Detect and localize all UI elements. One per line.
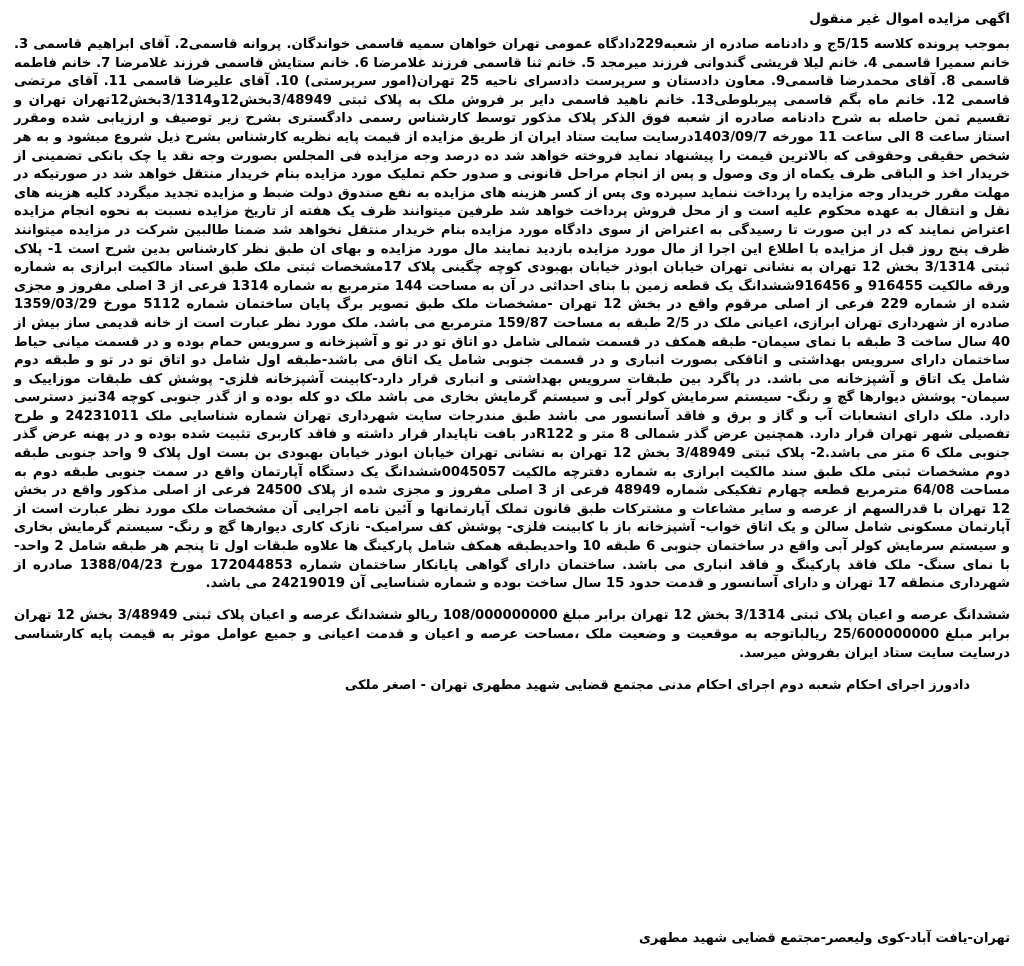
valuation-paragraph: ششدانگ عرصه و اعیان پلاک ثبتی 3/1314 بخش 12 تهران برابر مبلغ 108/000000000 ریالو ششدانگ عرصه و اعیان پلاک ثبتی 3/48949 بخش 12 تهران برابر مبلغ 25/600000000 ریالباتوجه به موقعیت و وضعیت ملک ،مساحت عرصه و اعیان و قدمت اعیانی و جمیع عوامل موثر به قیمت پایه کارشناسی درسایت سایت ستاد ایران بفروش میرسد. xyxy=(14,607,1011,661)
notice-title: اگهی مزایده اموال غیر منقول xyxy=(809,11,1010,27)
court-address: تهران-یافت آباد-کوی ولیعصر-مجتمع قضایی شهید مطهری xyxy=(638,931,1010,946)
notice-body: بموجب پرونده کلاسه 5/15ج و دادنامه صادره از شعبه229دادگاه عمومی تهران خواهان سمیه قاسمی خواندگان. پروانه قاسمی2. آقای ابراهیم قاسمی 3. خانم سمیرا قاسمی 4. خانم لیلا قریشی گندوانی فرزند میرمجد 5. خانم ثنا قاسمی فرزند غلامرضا 6. خانم ستایش قاسمی فرزند غلامرضا 7. خانم فاطمه قاسمی 8. آقای محمدرضا قاسمی9. معاون دادستان و سرپرست دادسرای ناحیه 25 تهران(امور سرپرستی) 10. آقای علیرضا قاسمی 11. آقای مرتضی قاسمی 12. خانم ماه بگم قاسمی پیربلوطی13. خانم ناهید قاسمی دایر بر فروش ملک به پلاک ثبتی 3/48949بخش12و3/1314بخش12تهران تهران و تقسیم ثمن حاصله به شرح دادنامه صادره از شعبه فوق الذکر پلاک مذکور توسط کارشناس رسمی دادگستری بشرح زیر توصیف و ارزیابی شده ومقرر استاز ساعت 8 الی ساعت 11 مورخه 1403/09/7درسایت سایت ستاد ایران از طریق مزایده از قیمت پایه نظریه کارشناس بشرح ذیل شروع میشود و به هر شخص حقیقی وحقوقی که بالاترین قیمت را پیشنهاد نماید فروخته خواهد شد ده درصد وجه مزایده فی المجلس بصورت وجه نقد یا چک بانکی تضمینی از خریدار اخذ و الباقی ظرف یکماه از وی وصول و پس از انجام مراحل قانونی و صدور حکم تملیک مورد مزایده بنام خریدار منتقل خواهد شد در صورتیکه در مهلت مقرر خریدار وجه مزایده را پرداخت ننماید سپرده وی پس از کسر هزینه های مزایده به نفع صندوق دولت ضبط و مزایده تجدید میگردد کلیه هزینه های نقل و انتقال به عهده محکوم علیه است و از محل فروش پرداخت خواهد شد طرفین میتوانند ظرف یک هفته از تاریخ مزایده نسبت به نحوه انجام مزایده اعتراض نمایند که در این صورت تا رسیدگی به اعتراض از سوی دادگاه مورد مزایده بنام خریدار منتقل نخواهد شد ضمنا طالبین شرکت در مزایده میتوانند ظرف پنج روز قبل از مزایده با اطلاع این اجرا از مال مورد مزایده بازدید نمایند مال مورد مزایده و بهای ان طبق نظر کارشناس بدین شرح است 1- پلاک ثبتی 3/1314 بخش 12 تهران به نشانی تهران خیابان ابوذر خیابان بهبودی کوچه چگینی پلاک 17مشخصات ثبتی ملک طبق اسناد مالکیت ابرازی به شماره ورقه مالکیت 916455 و 916456ششدانگ یک قطعه زمین با بنای احداثی در آن به مساحت 144 مترمربع به شماره 1314 فرعی از 3 اصلی مفروز و مجزی شده از شماره 229 فرعی از اصلی مرقوم واقع در بخش 12 تهران -مشخصات ملک طبق تصویر برگ پایان ساختمان شماره 5112 مورخ 1359/03/29 صادره از شهرداری تهران ابرازی، اعیانی ملک در 2/5 طبقه به مساحت 159/87 مترمربع می باشد. ملک مورد نظر عبارت است از خانه قدیمی ساز بیش از 40 سال ساخت 3 طبقه با نمای سیمان- طبقه همکف در قسمت شمالی شامل دو اتاق تو در تو و آشپزخانه و سرویس حمام بوده و در قسمت میانی حیاط ساختمان دارای سرویس بهداشتی و اتاقکی بصورت انباری و در قسمت جنوبی شامل یک اتاق می باشد-طبقه اول شامل دو اتاق تو در تو و طبقه دوم شامل یک اتاق و آشپزخانه می باشد. در پاگرد بین طبقات سرویس بهداشتی و انباری قرار دارد-کابینت آشپزخانه فلزی- پوشش کف طبقات موزاییک و سیمان- پوشش دیوارها گچ و رنگ- سیستم سرمایش کولر آبی و سیستم گرمایش بخاری می باشد ملک دو کله بوده و از گذر جنوبی کوچه 34نیز دسترسی دارد. ملک دارای انشعابات آب و گاز و برق و فاقد آسانسور می باشد طبق مندرجات سایت شهرداری تهران شماره شناسایی ملک 24231011 و طرح تفصیلی شهر تهران قرار دارد. همچنین عرض گذر شمالی 8 متر و R122در بافت ناپایدار قرار داشته و فاقد کاربری تثبیت شده بوده و در پهنه عرض گذر جنوبی ملک 6 متر می باشد.2- پلاک ثبتی 3/48949 بخش 12 تهران به نشانی تهران خیابان ابوذر خیابان بهبودی بن بست اول پلاک 9 واحد جنوبی طبقه دوم مشخصات ثبتی ملک طبق سند مالکیت ابرازی به شماره دفترچه مالکیت 0045057ششدانگ یک دستگاه آپارتمان واقع در سمت جنوبی طبقه دوم به مساحت 64/08 مترمربع قطعه چهارم تفکیکی شماره 48949 فرعی از 3 اصلی مفروز و مجزی شده از پلاک 24500 فرعی از اصلی مذکور واقع در بخش 12 تهران با قدرالسهم از عرصه و سایر مشاعات و مشترکات طبق قانون تملک آپارتمانها و آئین نامه اجرایی آن مشخصات ملک مورد نظر عبارت است از آپارتمان مسکونی شامل سالن و یک اتاق خواب- آشپزخانه باز با کابینت فلزی- پوشش کف سرامیک- نازک کاری دیوارها گچ و رنگ- سیستم گرمایش بخاری و سیستم سرمایش کولر آبی واقع در ساختمان جنوبی 6 طبقه 10 واحدیطبقه همکف شامل پارکینگ ها علاوه طبقات اول تا پنجم هر طبقه شامل 2 واحد- با نمای سنگ- ملک فاقد پارکینگ و فاقد انباری می باشد. ساختمان دارای گواهی پایانکار ساختمان شماره 172044853 مورخ 1388/04/23 صادره از شهرداری منطقه 17 تهران و دارای آسانسور و قدمت حدود 15 سال ساخت بوده و شماره شناسایی آن 24219019 می باشد. xyxy=(14,37,1011,592)
signature-line: دادورز اجرای احکام شعبه دوم اجرای احکام مدنی مجتمع قضایی شهید مطهری تهران - اصغر ملکی xyxy=(344,677,970,693)
